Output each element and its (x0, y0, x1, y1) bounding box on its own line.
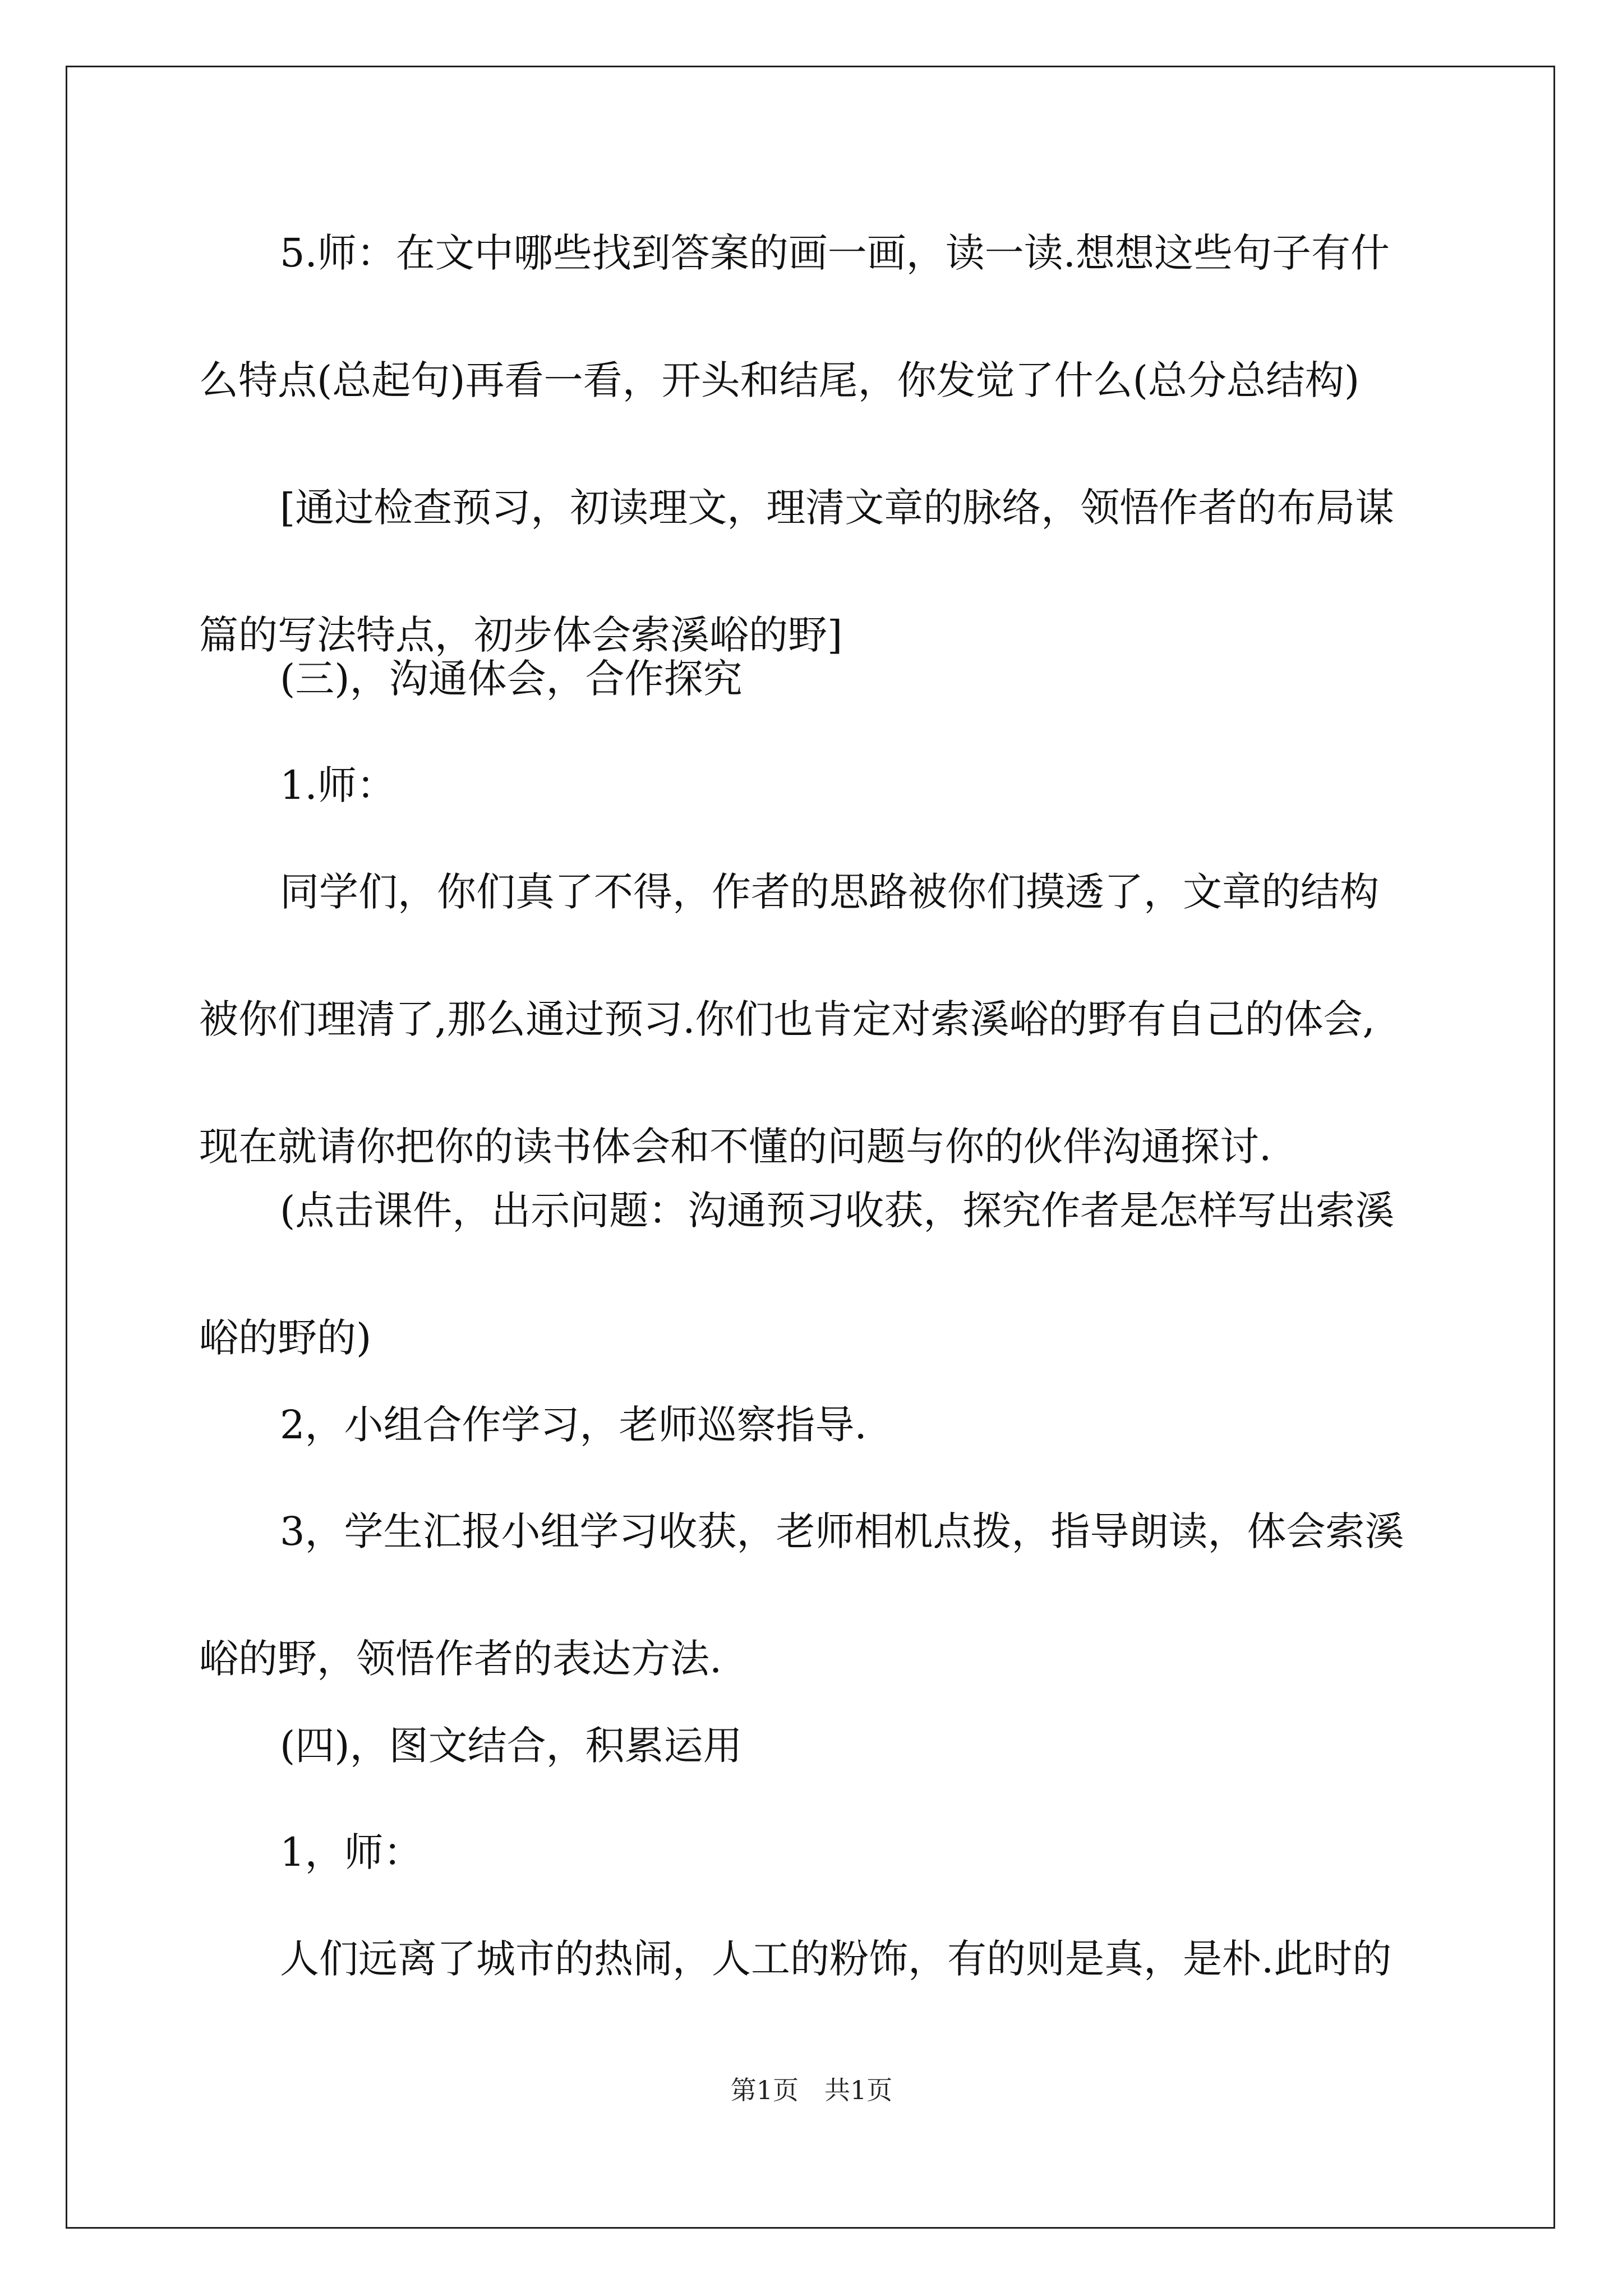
paragraph-line: 现在就请你把你的读书体会和不懂的问题与你的伙伴沟通探讨. (199, 1124, 1272, 1170)
paragraph-line: (点击课件，出示问题：沟通预习收获，探究作者是怎样写出索溪 (280, 1188, 1395, 1234)
paragraph-line: 2，小组合作学习，老师巡察指导. (280, 1402, 867, 1448)
paragraph-line: 被你们理清了,那么通过预习.你们也肯定对索溪峪的野有自己的体会, (199, 996, 1375, 1042)
paragraph-11 (199, 1895, 1433, 2023)
paragraph-line: 人们远离了城市的热闹，人工的粉饰，有的则是真，是朴.此时的 (280, 1936, 1392, 1982)
paragraph-line: [通过检查预习，初读理文，理清文章的脉络，领悟作者的布局谋 (280, 485, 1395, 531)
paragraph-line: 1，师： (280, 1829, 423, 1875)
paragraph-line: 同学们，你们真了不得，作者的思路被你们摸透了，文章的结构 (280, 869, 1379, 915)
paragraph-line: 3，学生汇报小组学习收获，老师相机点拨，指导朗读，体会索溪 (280, 1508, 1404, 1554)
paragraph-line: 5.师：在文中哪些找到答案的画一画，读一读.想想这些句子有什 (280, 230, 1390, 276)
paragraph-line: 峪的野，领悟作者的表达方法. (199, 1636, 722, 1682)
paragraph-line: 么特点(总起句)再看一看，开头和结尾，你发觉了什么(总分总结构) (199, 357, 1360, 403)
paragraph-1 (199, 190, 1433, 444)
page-number-footer: 第1页 共1页 (730, 2075, 893, 2105)
section-heading: (三)，沟通体会，合作探究 (280, 656, 743, 702)
paragraph-line: 篇的写法特点，初步体会索溪峪的野] (199, 612, 843, 658)
section-heading: (四)，图文结合，积累运用 (280, 1723, 743, 1769)
paragraph-line: 峪的野的) (199, 1315, 372, 1361)
paragraph-line: 1.师： (280, 762, 396, 808)
